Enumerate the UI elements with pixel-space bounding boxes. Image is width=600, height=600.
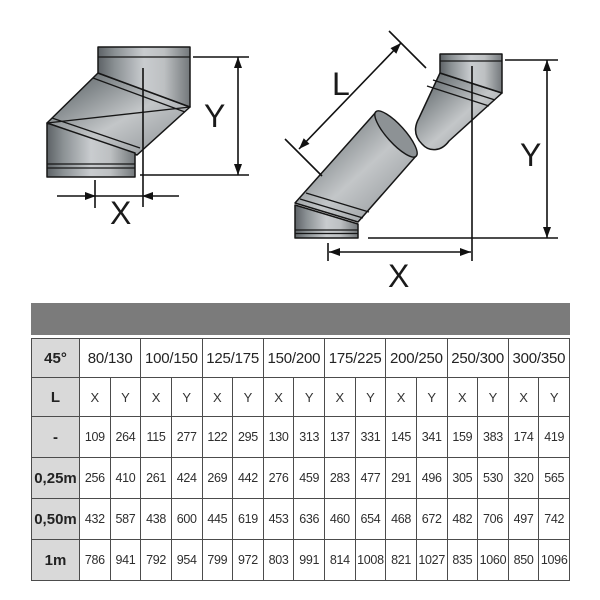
- value-cell: 269: [202, 458, 233, 499]
- value-cell: 130: [263, 417, 294, 458]
- value-cell: 477: [355, 458, 386, 499]
- value-cell: 587: [110, 499, 141, 540]
- value-cell: 313: [294, 417, 325, 458]
- axis-header-cell-y: Y: [355, 378, 386, 417]
- value-cell: 786: [80, 540, 111, 581]
- value-cell: 261: [141, 458, 172, 499]
- value-cell: 122: [202, 417, 233, 458]
- value-cell: 799: [202, 540, 233, 581]
- value-cell: 742: [539, 499, 570, 540]
- value-cell: 654: [355, 499, 386, 540]
- row-label-cell: 0,25m: [32, 458, 80, 499]
- value-cell: 954: [171, 540, 202, 581]
- dimension-label-y-right: Y: [520, 137, 542, 173]
- axis-header-cell-x: X: [386, 378, 417, 417]
- axis-header-cell-x: X: [447, 378, 478, 417]
- size-header-cell: 125/175: [202, 339, 263, 378]
- axis-header-cell-y: Y: [539, 378, 570, 417]
- value-cell: 438: [141, 499, 172, 540]
- size-header-cell: 150/200: [263, 339, 324, 378]
- right-x-dimension: [328, 243, 471, 294]
- value-cell: 460: [325, 499, 356, 540]
- value-cell: 410: [110, 458, 141, 499]
- value-cell: 814: [325, 540, 356, 581]
- value-cell: 991: [294, 540, 325, 581]
- size-header-cell: 250/300: [447, 339, 508, 378]
- axis-header-cell-x: X: [325, 378, 356, 417]
- value-cell: 619: [233, 499, 264, 540]
- value-cell: 972: [233, 540, 264, 581]
- value-cell: 432: [80, 499, 111, 540]
- axis-header-cell-x: X: [202, 378, 233, 417]
- value-cell: 276: [263, 458, 294, 499]
- angle-header-cell: 45°: [32, 339, 80, 378]
- axis-header-cell-y: Y: [171, 378, 202, 417]
- value-cell: 835: [447, 540, 478, 581]
- axis-header-cell-y: Y: [294, 378, 325, 417]
- value-cell: 941: [110, 540, 141, 581]
- value-cell: 174: [508, 417, 539, 458]
- dimension-label-x-left: X: [110, 195, 132, 231]
- left-x-dimension: [57, 180, 179, 231]
- axis-header-cell-y: Y: [478, 378, 509, 417]
- value-cell: 115: [141, 417, 172, 458]
- value-cell: 159: [447, 417, 478, 458]
- value-cell: 530: [478, 458, 509, 499]
- value-cell: 706: [478, 499, 509, 540]
- value-cell: 419: [539, 417, 570, 458]
- value-cell: 109: [80, 417, 111, 458]
- value-cell: 482: [447, 499, 478, 540]
- value-cell: 792: [141, 540, 172, 581]
- axis-header-cell-y: Y: [416, 378, 447, 417]
- value-cell: 295: [233, 417, 264, 458]
- value-cell: 850: [508, 540, 539, 581]
- value-cell: 821: [386, 540, 417, 581]
- value-cell: 305: [447, 458, 478, 499]
- row-label-cell: 1m: [32, 540, 80, 581]
- value-cell: 672: [416, 499, 447, 540]
- value-cell: 291: [386, 458, 417, 499]
- value-cell: 137: [325, 417, 356, 458]
- value-cell: 442: [233, 458, 264, 499]
- value-cell: 600: [171, 499, 202, 540]
- axis-header-cell-y: Y: [110, 378, 141, 417]
- axis-header-cell-x: X: [141, 378, 172, 417]
- size-header-cell: 200/250: [386, 339, 447, 378]
- value-cell: 341: [416, 417, 447, 458]
- size-header-cell: 300/350: [508, 339, 569, 378]
- value-cell: 256: [80, 458, 111, 499]
- size-header-row: [32, 339, 570, 378]
- size-header-cell: 100/150: [141, 339, 202, 378]
- value-cell: 565: [539, 458, 570, 499]
- dimension-label-l: L: [332, 66, 350, 102]
- dimension-label-x-right: X: [388, 258, 410, 294]
- value-cell: 424: [171, 458, 202, 499]
- table-body: [32, 417, 570, 581]
- axis-header-cell-x: X: [80, 378, 111, 417]
- value-cell: 803: [263, 540, 294, 581]
- dimension-table: [31, 338, 570, 581]
- dimension-label-y-left: Y: [204, 98, 226, 134]
- table-title-band: [31, 303, 570, 335]
- size-header-cell: 80/130: [80, 339, 141, 378]
- row-label-cell: 0,50m: [32, 499, 80, 540]
- axis-header-cell-y: Y: [233, 378, 264, 417]
- left-offset-diagram: [47, 47, 249, 231]
- row-label-cell: -: [32, 417, 80, 458]
- value-cell: 145: [386, 417, 417, 458]
- value-cell: 1060: [478, 540, 509, 581]
- value-cell: 468: [386, 499, 417, 540]
- value-cell: 331: [355, 417, 386, 458]
- value-cell: 1096: [539, 540, 570, 581]
- value-cell: 636: [294, 499, 325, 540]
- value-cell: 496: [416, 458, 447, 499]
- size-header-cell: 175/225: [325, 339, 386, 378]
- axis-header-row: [32, 378, 570, 417]
- value-cell: 445: [202, 499, 233, 540]
- value-cell: 1008: [355, 540, 386, 581]
- value-cell: 283: [325, 458, 356, 499]
- value-cell: 264: [110, 417, 141, 458]
- value-cell: 459: [294, 458, 325, 499]
- spec-table: [31, 303, 570, 581]
- value-cell: 320: [508, 458, 539, 499]
- axis-header-cell-x: X: [263, 378, 294, 417]
- value-cell: 383: [478, 417, 509, 458]
- axis-header-cell-x: X: [508, 378, 539, 417]
- length-header-cell: L: [32, 378, 80, 417]
- value-cell: 277: [171, 417, 202, 458]
- table-row: [32, 417, 570, 458]
- table-row: [32, 458, 570, 499]
- value-cell: 1027: [416, 540, 447, 581]
- table-row: [32, 540, 570, 581]
- table-row: [32, 499, 570, 540]
- right-offset-diagram: [285, 31, 558, 294]
- value-cell: 453: [263, 499, 294, 540]
- value-cell: 497: [508, 499, 539, 540]
